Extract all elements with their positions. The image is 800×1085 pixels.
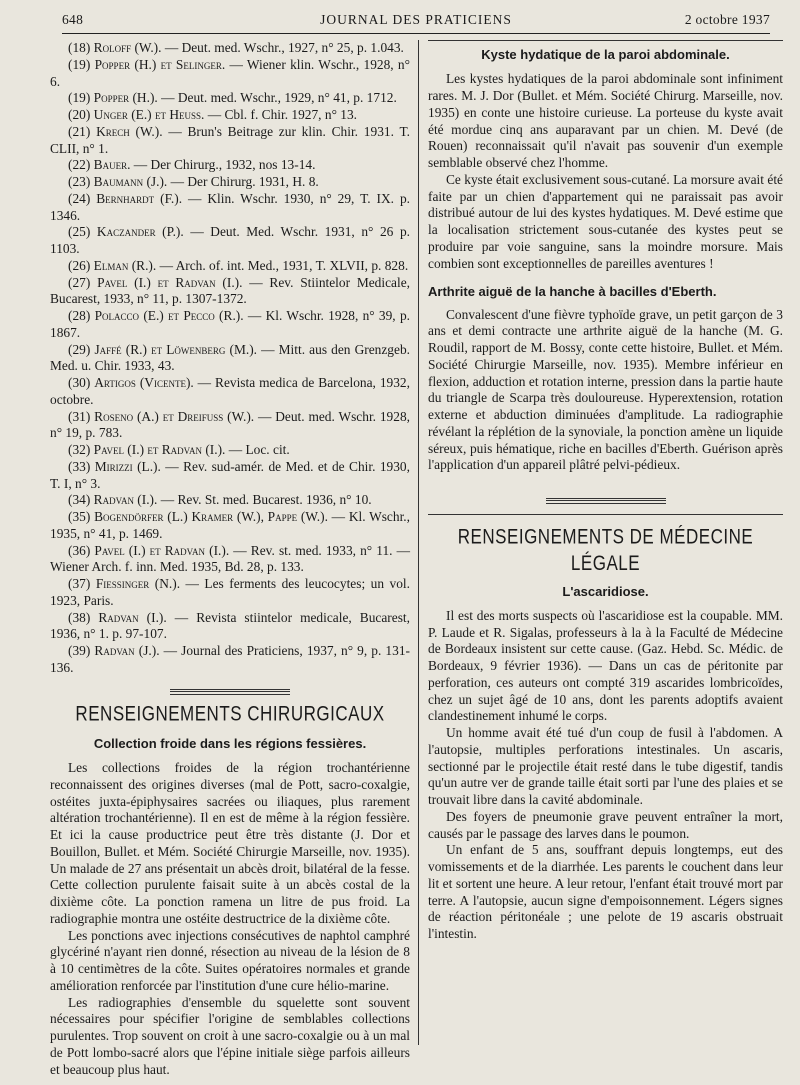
box-rule [428,514,783,515]
reference-source: — Deut. Med. Wschr. 1931, n° 26 p. 1103. [50,224,411,256]
left-column [50,40,410,1078]
paragraph: Des foyers de pneumonie grave peuvent entraîner la mort, causés par le passage des larves dans le poumon. [428,808,783,841]
reference-source: — Wiener klin. Wschr., 1928, n° 6. [50,56,410,89]
reference-item [50,308,410,342]
reference-source: — Rev. st. med. 1933, n° 11. — Wiener Arch. f. inn. Med. 1935, Bd. 28, p. 133. [50,542,410,575]
section-divider [546,498,666,504]
reference-item [50,610,410,644]
reference-author: Pavel (I.) et Radvan (I.). [94,542,230,558]
section-title-chirurgicaux: RENSEIGNEMENTS CHIRURGICAUX [75,701,385,725]
reference-number: (18) [68,40,91,55]
paragraph: Un enfant de 5 ans, souffrant depuis longtemps, eut des vomissements et de la diarrhée. Les parents le couchent dans leur lit et sortent une heure. A leur retour, l'enfant était trouvé mort par terre. A l'autopsie, aucun signe d'empoisonnement. Légers signes de réaction péritonéale ; une pelote de 19 ascaris obstruait l'intestin. [428,842,783,941]
reference-item [50,409,410,443]
reference-number: (38) [68,609,91,625]
journal-title: JOURNAL DES PRATICIENS [320,12,512,27]
reference-number: (19) [68,56,91,72]
article-title-kyste: Kyste hydatique de la paroi abdominale. [481,47,730,62]
reference-source: — Deut. med. Wschr., 1929, n° 41, p. 1712. [157,90,397,106]
reference-source: — Revista medica de Barcelona, 1932, octobre. [50,375,410,407]
reference-item [50,157,410,174]
reference-item [50,107,410,124]
article-title-collection-froide: Collection froide dans les régions fessières. [93,735,367,751]
reference-list [50,40,410,677]
reference-item [50,174,410,191]
reference-source: — Rev. sud-amér. de Med. et de Chir. 1930, T. I, n° 3. [50,458,410,491]
reference-number: (22) [68,157,91,173]
issue-date: 2 octobre 1937 [684,12,770,27]
reference-author: Radvan (J.). [94,643,160,658]
reference-source: — Mitt. aus den Grenzgeb. Med. u. Chir. 1933, 43. [50,341,410,374]
paragraph: Un homme avait été tué d'un coup de fusil à l'abdomen. A l'autopsie, multiples perforations intestinales. Un ascaris, sectionné par le projectile était resté dans le tube digestif, tandis qu'un autre ver de grande taille était sorti par l'une des plaies et se trouvait libre dans la cavité abdominale. [428,725,783,807]
reference-number: (21) [68,123,91,139]
reference-item [50,375,410,409]
paragraph: Les radiographies d'ensemble du squelette sont souvent nécessaires pour spécifier l'origine de semblables collections purulentes. Trop souvent on croit à une sacro-coxalgie ou à un mal de Pott lombo-sacré alors que l'épine initiale siège parfois ailleurs et beaucoup plus haut. [50,994,410,1077]
reference-number: (28) [68,308,91,323]
reference-author: Krech (W.). [96,123,163,139]
reference-number: (24) [68,190,91,206]
paragraph: Les collections froides de la région trochantérienne reconnaissent des origines diverses (mal de Pott, sacro-coxalgie, ostéites juxta-épiphysaires sacrées ou iliaques, plus rarement altération trochantérienne). Il en est de même à la région fessière. Et ici la cause productrice peut être très distante (J. Dor et Bouillon, Bullet. et Mém. Société Chirurgie Marseille, nov. 1935). Un malade de 27 ans présentait un abcès droit, bilatéral de la fesse. Cette collection purulente faisait suite à un abcès costal de la dixième côte. La ponction ramena un litre de pus froid. La radiographie montra une ostéite destructrice de la dixième côte. [50,760,410,926]
reference-number: (35) [68,509,91,524]
reference-number: (39) [68,643,91,658]
reference-author: Roloff (W.). [93,40,162,55]
reference-author: Jaffé (R.) et Löwenberg (M.). [94,341,258,357]
section-title-medecine-legale: RENSEIGNEMENTS DE MÉDECINE LÉGALE [457,524,754,576]
reference-author: Polacco (E.) et Pecco (R.). [94,308,244,323]
reference-author: Roseno (A.) et Dreifuss (W.). [94,408,255,424]
reference-item [50,258,410,275]
top-rule [428,40,783,41]
reference-item [50,124,410,158]
reference-author: Bauer. [93,157,131,173]
reference-source: — Cbl. f. Chir. 1927, n° 13. [204,107,358,122]
reference-author: Popper (H.). [93,90,158,106]
reference-author: Unger (E.) et Heuss. [93,107,205,122]
reference-source: — Rev. St. med. Bucarest. 1936, n° 10. [157,492,372,508]
reference-number: (34) [68,492,91,508]
paragraph: Ce kyste était exclusivement sous-cutané. La morsure avait été faite par un chien d'appartement qui ne paraissait pas avoir distribué autour de lui des kystes hydatiques. M. Devé estime que la localisation strictement sous-cutanée des kystes peut se produire par voie sanguine, sans la moindre morsure. Mais combien sont exceptionnelles de pareilles aventures ! [428,171,783,271]
reference-item [50,191,410,225]
reference-number: (25) [68,224,91,240]
reference-source: — Les ferments des leucocytes; un vol. 1923, Paris. [50,576,410,608]
reference-source: — Arch. of. int. Med., 1931, T. XLVII, p. 828. [156,257,409,273]
reference-number: (37) [68,576,91,591]
reference-author: Bogendörfer (L.) Kramer (W.), Pappe (W.). [94,509,328,524]
reference-number: (32) [68,442,91,457]
reference-source: — Revista stiintelor medicale, Bucarest, 1936, n° 1. p. 97-107. [50,609,410,642]
reference-item [50,543,410,577]
reference-number: (20) [68,107,91,122]
reference-number: (31) [68,408,91,424]
reference-item [50,492,410,509]
paragraph: Les ponctions avec injections consécutives de naphtol camphré glycériné n'ayant rien donné, résection au niveau de la lésion de 8 à 10 centimètres de la côte. Suites opératoires normales et grande amélioration renforcée par l'institution d'une cure hélio-marine. [50,927,410,993]
reference-author: Fiessinger (N.). [95,576,181,591]
reference-number: (33) [68,458,91,474]
reference-source: — Loc. cit. [225,442,290,457]
reference-author: Radvan (I.). [98,609,167,625]
page-number: 648 [62,12,84,27]
reference-author: Kaczander (P.). [96,224,184,240]
reference-source: — Der Chirurg. 1931, H. 8. [167,174,319,189]
reference-source: — Deut. med. Wschr., 1927, n° 25, p. 1.043. [161,40,404,55]
reference-author: Elman (R.). [93,257,157,273]
reference-author: Artigos (Vicente). [94,375,194,390]
reference-number: (26) [68,257,91,273]
reference-item [50,459,410,493]
reference-author: Pavel (I.) et Radvan (I.). [97,274,243,290]
reference-item [50,40,410,57]
reference-author: Baumann (J.). [93,174,168,189]
section-divider [170,689,290,695]
reference-source: — Der Chirurg., 1932, nos 13-14. [130,157,316,173]
reference-number: (30) [68,375,91,390]
paragraph: Les kystes hydatiques de la paroi abdominale sont infiniment rares. M. J. Dor (Bullet. et Mém. Société Chirurg. Marseille, nov. 1935) en conte une histoire curieuse. La porteuse du kyste avait été mordue cinq ans auparavant par un chien. M. Devé (de Rouen) reconnaissait qu'il n'avait pas souvenir d'un exemple semblable observé chez l'homme. [428,71,783,170]
reference-item [50,509,410,543]
reference-source: — Kl. Wschr. 1928, n° 39, p. 1867. [50,308,410,340]
reference-source: — Rev. Stiintelor Medicale, Bucarest, 1933, n° 11, p. 1307-1372. [50,274,410,307]
reference-source: — Journal des Praticiens, 1937, n° 9, p. 131-136. [50,643,410,675]
reference-item [50,275,410,309]
paragraph: Il est des morts suspects où l'ascaridiose est la coupable. MM. P. Laude et R. Sigalas, professeurs à la à la Faculté de Médecine de Bordeaux insistent sur cette cause. (Gaz. Hebd. Sc. Médic. de Bordeaux, 9 février 1936). — Dans un cas de péritonite par perforation, ces auteurs ont compté 319 ascarides lombricoïdes, chez un sujet âgé de 10 ans, dont les parents adoptifs avaient clandestinement inhumé le corps. [428,607,783,724]
reference-source: — Brun's Beitrage zur klin. Chir. 1931. T. CLII, n° 1. [50,123,410,156]
article-title-arthrite: Arthrite aiguë de la hanche à bacilles d'Eberth. [428,284,717,300]
reference-source: — Deut. med. Wschr. 1928, n° 19, p. 783. [50,408,410,441]
right-column [428,40,783,943]
article-title-ascaridiose: L'ascaridiose. [562,583,649,599]
header-rule [62,33,770,34]
reference-number: (23) [68,174,91,189]
reference-item [50,643,410,677]
reference-author: Pavel (I.) et Radvan (I.). [93,442,226,457]
reference-item [50,57,410,91]
reference-item [50,442,410,459]
column-divider [418,40,419,1045]
reference-author: Mirizzi (L.). [94,458,161,474]
reference-author: Popper (H.) et Selinger. [94,56,226,72]
reference-item [50,90,410,107]
reference-source: — Kl. Wschr., 1935, n° 41, p. 1469. [50,509,410,541]
reference-author: Bernhardt (F.). [96,190,183,206]
reference-number: (29) [68,341,91,357]
reference-number: (27) [68,274,91,290]
reference-item [50,576,410,610]
reference-source: — Klin. Wschr. 1930, n° 29, T. IX. p. 1346. [50,190,410,223]
paragraph: Convalescent d'une fièvre typhoïde grave, un petit garçon de 3 ans et demi contracte une arthrite aiguë de la hanche (M. G. Roudil, rapport de M. Bossy, conte cette histoire, Bullet. et Mém. Société Chirurgie Marseille, nov. 1935). Membre inférieur en flexion, adduction et rotation interne, pression dans la partie haute du triangle de Scarpa très douloureuse. Hyperextension, rotation externe et abduction diminuées d'amplitude. La radiographie révélant la réplétion de la synoviale, la ponction amène un liquide séreux, puis hématique, riche en bacilles d'Eberth. Guérison après l'application d'un appareil plâtré pelvi-pédieux. [428,306,783,473]
page-header [62,12,770,32]
reference-item [50,342,410,376]
reference-number: (19) [68,90,91,106]
reference-author: Radvan (I.). [93,492,158,508]
reference-item [50,224,410,258]
reference-number: (36) [68,542,91,558]
